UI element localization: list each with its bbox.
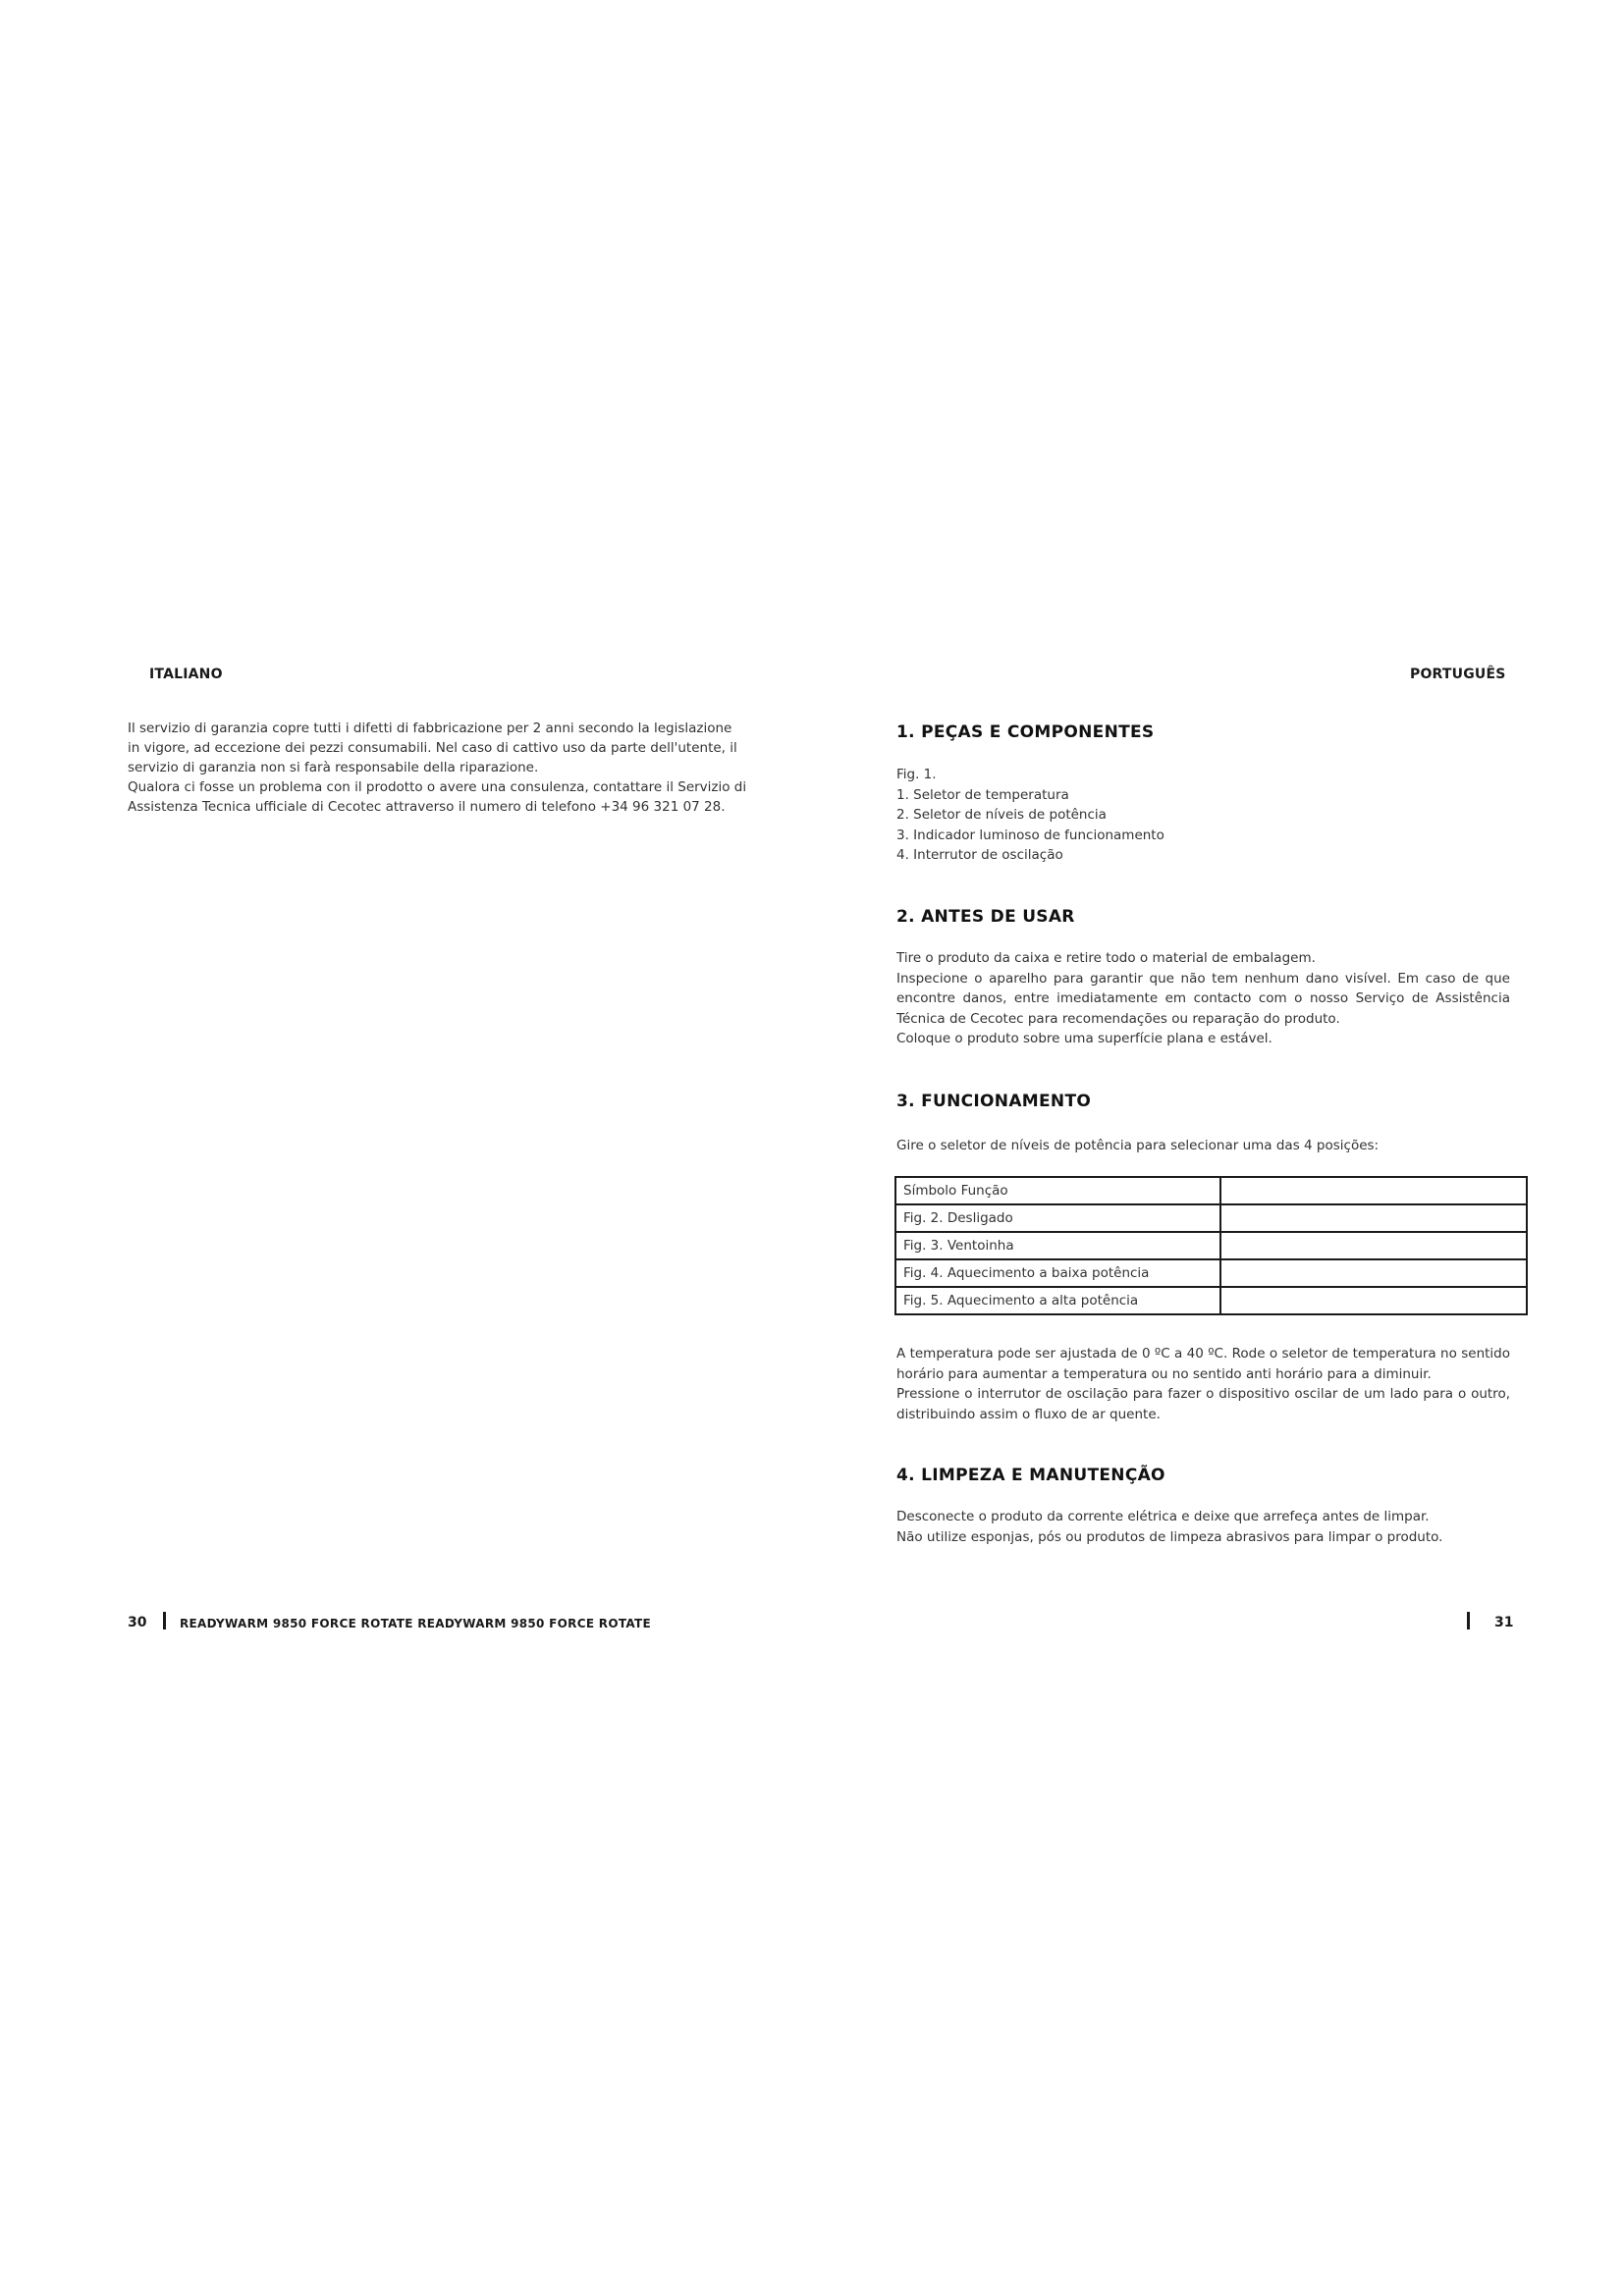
paragraph-line: in vigore, ad eccezione dei pezzi consumabili. Nel caso di cattivo uso da parte dell'utente, il <box>128 740 737 756</box>
table-cell <box>1220 1177 1527 1204</box>
table-cell <box>1220 1204 1527 1232</box>
page-number-right: 31 <box>1494 1615 1514 1630</box>
paragraph-line: Assistenza Tecnica ufficiale di Cecotec attraverso il numero di telefono +34 96 321 07 28. <box>128 799 726 815</box>
list-item: 4. Interrutor de oscilação <box>896 847 1063 863</box>
operation-text <box>896 1344 1510 1424</box>
table-row <box>895 1232 1527 1259</box>
paragraph: Desconecte o produto da corrente elétrica e deixe que arrefeça antes de limpar. <box>896 1509 1430 1524</box>
footer-product-title: READYWARM 9850 FORCE ROTATE READYWARM 9850 FORCE ROTATE <box>180 1617 652 1630</box>
operation-intro: Gire o seletor de níveis de potência para selecionar uma das 4 posições: <box>896 1138 1380 1153</box>
paragraph: Inspecione o aparelho para garantir que não tem nenhum dano visível. Em caso de que encontre danos, entre imediatamente em contacto com o nosso Serviço de Assistência Técnica de Cecotec para recomendações ou reparação do produto. <box>896 970 1510 1027</box>
italian-warranty-text <box>128 719 756 817</box>
list-item: 1. Seletor de temperatura <box>896 786 1069 803</box>
language-label-italian: ITALIANO <box>149 667 223 682</box>
section-title-parts: 1. PEÇAS E COMPONENTES <box>896 722 1155 742</box>
paragraph: Não utilize esponjas, pós ou produtos de limpeza abrasivos para limpar o produto. <box>896 1528 1443 1545</box>
footer-divider-right <box>1467 1612 1470 1629</box>
paragraph-line: Qualora ci fosse un problema con il prodotto o avere una consulenza, contattare il Servizio di <box>128 779 747 795</box>
paragraph: Coloque o produto sobre uma superfície plana e estável. <box>896 1031 1272 1046</box>
paragraph: Pressione o interrutor de oscilação para fazer o dispositivo oscilar de um lado para o outro, distribuindo assim o fluxo de ar quente. <box>896 1386 1510 1422</box>
table-cell: Símbolo Função <box>895 1177 1220 1204</box>
paragraph-line: servizio di garanzia non si farà responsabile della riparazione. <box>128 760 539 775</box>
function-table <box>894 1176 1528 1315</box>
table-cell: Fig. 2. Desligado <box>895 1204 1220 1232</box>
section-title-cleaning: 4. LIMPEZA E MANUTENÇÃO <box>896 1466 1165 1485</box>
table-row <box>895 1204 1527 1232</box>
list-item: 3. Indicador luminoso de funcionamento <box>896 827 1164 843</box>
table-cell: Fig. 3. Ventoinha <box>895 1232 1220 1259</box>
table-cell <box>1220 1232 1527 1259</box>
section-title-before-use: 2. ANTES DE USAR <box>896 907 1075 927</box>
page-number-left: 30 <box>128 1615 147 1630</box>
table-row <box>895 1259 1527 1287</box>
parts-list-block <box>896 765 1515 866</box>
table-cell: Fig. 5. Aquecimento a alta potência <box>895 1287 1220 1314</box>
paragraph: A temperatura pode ser ajustada de 0 ºC a 40 ºC. Rode o seletor de temperatura no sentido horário para aumentar a temperatura ou no sentido anti horário para a diminuir. <box>896 1346 1510 1382</box>
paragraph: Tire o produto da caixa e retire todo o material de embalagem. <box>896 950 1316 966</box>
section-title-operation: 3. FUNCIONAMENTO <box>896 1092 1092 1111</box>
cleaning-text <box>896 1507 1515 1547</box>
table-cell <box>1220 1259 1527 1287</box>
before-use-text <box>896 948 1510 1049</box>
language-label-portuguese: PORTUGUÊS <box>1410 667 1506 682</box>
table-cell: Fig. 4. Aquecimento a baixa potência <box>895 1259 1220 1287</box>
list-item: 2. Seletor de níveis de potência <box>896 807 1107 823</box>
paragraph-line: Il servizio di garanzia copre tutti i difetti di fabbricazione per 2 anni secondo la legislazione <box>128 721 732 736</box>
table-row <box>895 1177 1527 1204</box>
parts-list <box>896 785 1515 866</box>
footer-divider-left <box>163 1612 166 1629</box>
table-cell <box>1220 1287 1527 1314</box>
table-row <box>895 1287 1527 1314</box>
figure-reference: Fig. 1. <box>896 767 937 782</box>
